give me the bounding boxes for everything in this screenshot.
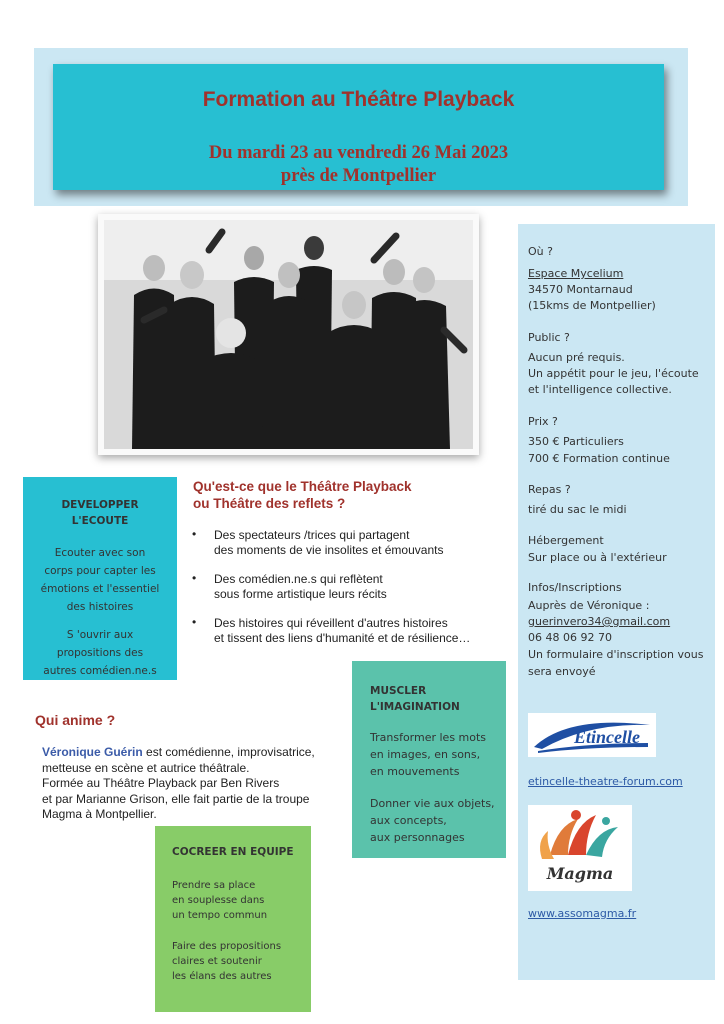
listening-text bbox=[23, 626, 177, 680]
registration-form-note: Un formulaire d'inscription vous bbox=[528, 648, 704, 661]
listening-line: autres comédien.ne.s bbox=[43, 665, 157, 677]
imagination-line: aux personnages bbox=[370, 831, 465, 844]
event-dates bbox=[53, 142, 664, 188]
imagination-line: aux concepts, bbox=[370, 814, 447, 827]
imagination-text bbox=[370, 729, 486, 780]
cocreate-line: Faire des propositions bbox=[172, 941, 282, 952]
lodging-label: Hébergement bbox=[528, 534, 604, 547]
imagination-line: Transformer les mots bbox=[370, 731, 487, 744]
magma-logo bbox=[528, 805, 632, 891]
listening-title-line: DEVELOPPER bbox=[61, 499, 139, 511]
facilitator-bio-line: metteuse en scène et autrice théâtrale. bbox=[42, 760, 250, 775]
listening-title bbox=[23, 497, 177, 529]
facilitator-bio-line bbox=[42, 745, 315, 761]
magma-link[interactable]: www.assomagma.fr bbox=[528, 907, 637, 920]
registration-contact: Auprès de Véronique : bbox=[528, 599, 650, 612]
bullet-line: Des spectateurs /trices qui partagent bbox=[214, 528, 410, 542]
facilitator-bio-line: Formée au Théâtre Playback par Ben Rivers bbox=[42, 776, 280, 790]
meals-label: Repas ? bbox=[528, 483, 571, 496]
bullet-line: Des histoires qui réveillent d'autres histoires bbox=[214, 616, 448, 630]
dates-line: Du mardi 23 au vendredi 26 Mai 2023 bbox=[208, 143, 509, 163]
price-training: 700 € Formation continue bbox=[528, 452, 670, 465]
question-heading-line: Qu'est-ce que le Théâtre Playback bbox=[193, 479, 412, 494]
venue-distance: (15kms de Montpellier) bbox=[528, 299, 656, 312]
bullet-icon: • bbox=[192, 527, 197, 541]
bullet-line: des moments de vie insolites et émouvants bbox=[214, 543, 444, 557]
registration-form-note: sera envoyé bbox=[528, 665, 596, 678]
troupe-photo bbox=[98, 214, 479, 455]
page-title: Formation au Théâtre Playback bbox=[202, 88, 515, 111]
lodging-text: Sur place ou à l'extérieur bbox=[528, 551, 667, 564]
public-label: Public ? bbox=[528, 331, 570, 344]
registration-label: Infos/Inscriptions bbox=[528, 581, 622, 594]
price-individual: 350 € Particuliers bbox=[528, 435, 624, 448]
cocreate-line: un tempo commun bbox=[172, 910, 268, 921]
listening-box bbox=[23, 477, 177, 680]
cocreate-box bbox=[155, 826, 311, 1012]
question-heading-line: ou Théâtre des reflets ? bbox=[193, 496, 346, 511]
etincelle-logo bbox=[528, 713, 656, 757]
location-line: près de Montpellier bbox=[280, 166, 437, 186]
imagination-title-line: MUSCLER bbox=[370, 685, 427, 697]
listening-line: Ecouter avec son bbox=[54, 547, 146, 559]
cocreate-line: Prendre sa place bbox=[172, 880, 256, 891]
venue-name: Espace Mycelium bbox=[528, 267, 624, 280]
imagination-title bbox=[370, 683, 460, 715]
imagination-line: Donner vie aux objets, bbox=[370, 797, 495, 810]
public-line: Un appétit pour le jeu, l'écoute bbox=[528, 367, 699, 380]
header-banner bbox=[53, 64, 664, 190]
etincelle-logo-icon bbox=[528, 713, 656, 757]
where-label: Où ? bbox=[528, 245, 553, 258]
troupe-photo-image bbox=[104, 220, 473, 449]
bullet-line: Des comédien.ne.s qui reflètent bbox=[214, 572, 383, 586]
facilitator-bio-line: Magma à Montpellier. bbox=[42, 807, 157, 821]
cocreate-line: les élans des autres bbox=[172, 971, 272, 982]
price-label: Prix ? bbox=[528, 415, 558, 428]
listening-text bbox=[23, 544, 177, 616]
listening-line: corps pour capter les bbox=[44, 565, 156, 577]
magma-logo-icon bbox=[528, 805, 632, 891]
imagination-box bbox=[352, 661, 506, 858]
bullet-icon: • bbox=[192, 615, 197, 629]
listening-line: propositions des bbox=[56, 647, 144, 659]
registration-phone: 06 48 06 92 70 bbox=[528, 631, 612, 644]
imagination-title-line: L'IMAGINATION bbox=[370, 701, 460, 713]
listening-line: des histoires bbox=[66, 601, 134, 613]
listening-title-line: L'ECOUTE bbox=[71, 515, 129, 527]
cocreate-title: COCREER EN EQUIPE bbox=[172, 846, 294, 858]
venue-city: 34570 Montarnaud bbox=[528, 283, 633, 296]
public-line: et l'intelligence collective. bbox=[528, 383, 672, 396]
etincelle-link[interactable]: etincelle-theatre-forum.com bbox=[528, 775, 683, 788]
magma-logo-text: Magma bbox=[546, 864, 614, 883]
imagination-text bbox=[370, 795, 495, 846]
cocreate-text bbox=[172, 939, 281, 984]
public-line: Aucun pré requis. bbox=[528, 351, 625, 364]
question-heading bbox=[193, 478, 412, 512]
facilitator-heading: Qui anime ? bbox=[35, 712, 116, 728]
bullet-line: et tissent des liens d'humanité et de résilience… bbox=[214, 631, 471, 645]
cocreate-line: en souplesse dans bbox=[172, 895, 265, 906]
facilitator-bio-text: est comédienne, improvisatrice, bbox=[142, 745, 315, 759]
facilitator-bio bbox=[42, 745, 315, 823]
listening-line: S 'ouvrir aux bbox=[66, 629, 134, 641]
listening-line: émotions et l'essentiel bbox=[40, 583, 160, 595]
etincelle-logo-text: Etincelle bbox=[574, 727, 640, 747]
facilitator-name: Véronique Guérin bbox=[42, 745, 143, 759]
cocreate-line: claires et soutenir bbox=[172, 956, 262, 967]
imagination-line: en mouvements bbox=[370, 765, 460, 778]
bullet-icon: • bbox=[192, 571, 197, 585]
registration-email-link[interactable]: guerinvero34@gmail.com bbox=[528, 615, 671, 628]
facilitator-bio-line: et par Marianne Grison, elle fait partie de la troupe bbox=[42, 791, 310, 806]
cocreate-text bbox=[172, 878, 267, 923]
meals-text: tiré du sac le midi bbox=[528, 503, 627, 516]
imagination-line: en images, en sons, bbox=[370, 748, 481, 761]
bullet-line: sous forme artistique leurs récits bbox=[214, 587, 387, 601]
